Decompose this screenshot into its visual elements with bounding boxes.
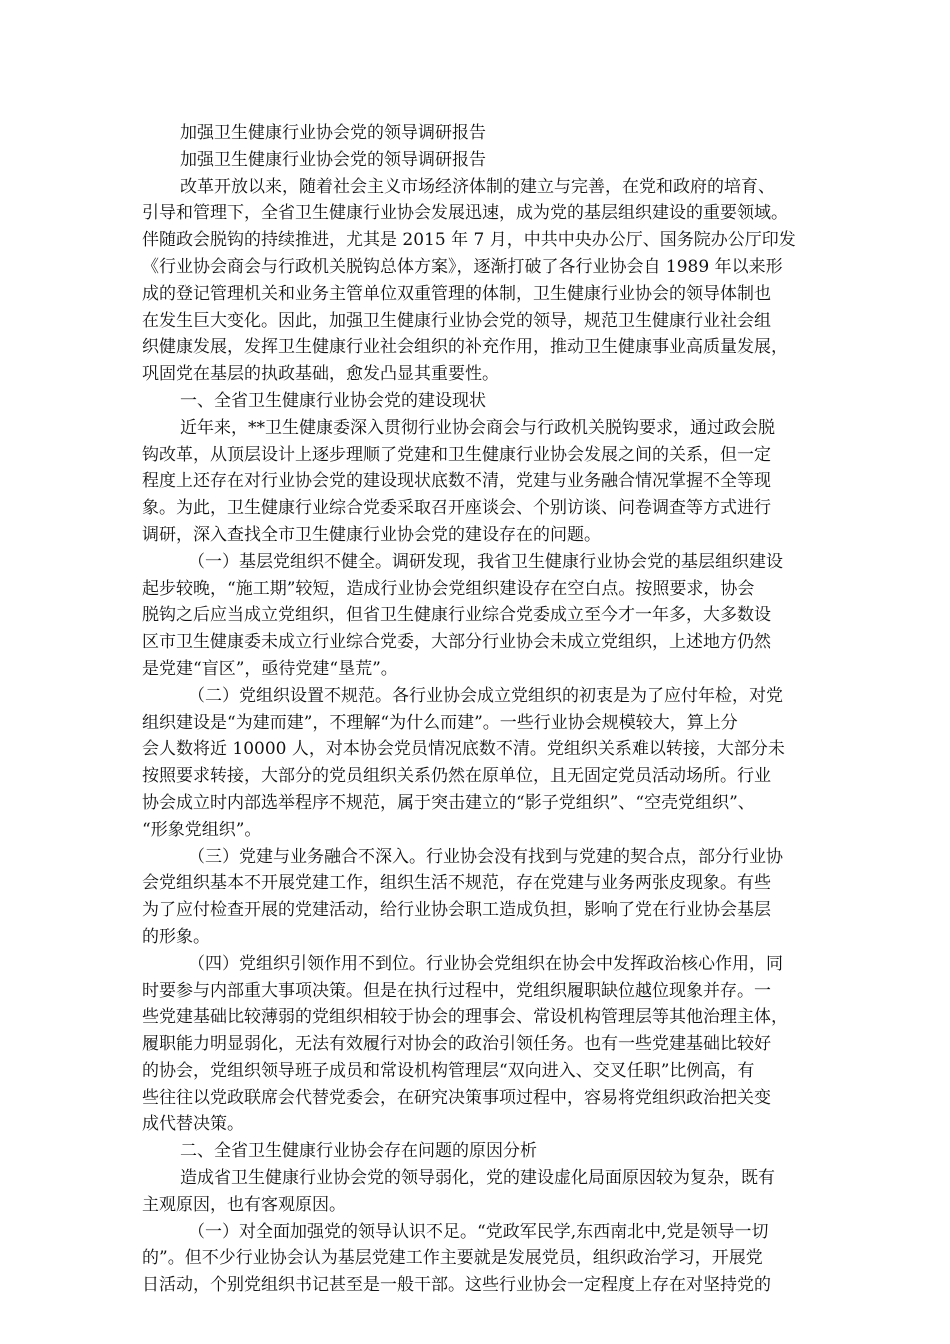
- paragraph-line: 《行业协会商会与行政机关脱钩总体方案》，逐渐打破了各行业协会自 1989 年以来形: [142, 256, 783, 277]
- paragraph-line: （一）基层党组织不健全。调研发现，我省卫生健康行业协会党的基层组织建设: [188, 551, 783, 572]
- document-page: [142, 120, 822, 1299]
- paragraph-line: 近年来，**卫生健康委深入贯彻行业协会商会与行政机关脱钩要求，通过政会脱: [180, 417, 775, 438]
- paragraph-line: 的协会，党组织领导班子成员和常设机构管理层“双向进入、交叉任职”比例高，有: [142, 1060, 755, 1081]
- paragraph-line: 引导和管理下，全省卫生健康行业协会发展迅速，成为党的基层组织建设的重要领域。: [142, 203, 788, 224]
- paragraph-line: 巩固党在基层的执政基础，愈发凸显其重要性。: [142, 364, 499, 385]
- paragraph-line: 的”。但不少行业协会认为基层党建工作主要就是发展党员，组织政治学习，开展党: [142, 1248, 763, 1269]
- document-subtitle: 加强卫生健康行业协会党的领导调研报告: [180, 149, 486, 170]
- paragraph-line: （三）党建与业务融合不深入。行业协会没有找到与党建的契合点，部分行业协: [188, 846, 783, 867]
- paragraph-line: 时要参与内部重大事项决策。但是在执行过程中，党组织履职缺位越位现象并存。一: [142, 980, 771, 1001]
- paragraph-line: 日活动，个别党组织书记甚至是一般干部。这些行业协会一定程度上存在对坚持党的: [142, 1275, 771, 1296]
- paragraph-line: 主观原因，也有客观原因。: [142, 1194, 346, 1215]
- paragraph-line: 成的登记管理机关和业务主管单位双重管理的体制，卫生健康行业协会的领导体制也: [142, 283, 771, 304]
- paragraph-line: 协会成立时内部选举程序不规范，属于突击建立的“影子党组织”、“空壳党组织”、: [142, 792, 755, 813]
- document-title: 加强卫生健康行业协会党的领导调研报告: [180, 123, 486, 143]
- paragraph-line: （二）党组织设置不规范。各行业协会成立党组织的初衷是为了应付年检，对党: [188, 685, 783, 706]
- paragraph-line: 组织建设是“为建而建”，不理解“为什么而建”。一些行业协会规模较大，算上分: [142, 712, 738, 733]
- paragraph-line: （一）对全面加强党的领导认识不足。“党政军民学,东西南北中,党是领导一切: [188, 1221, 769, 1242]
- paragraph-line: （四）党组织引领作用不到位。行业协会党组织在协会中发挥政治核心作用，同: [188, 953, 783, 974]
- paragraph-line: 造成省卫生健康行业协会党的领导弱化，党的建设虚化局面原因较为复杂，既有: [180, 1168, 775, 1189]
- paragraph-line: 织健康发展，发挥卫生健康行业社会组织的补充作用，推动卫生健康事业高质量发展，: [142, 337, 788, 358]
- paragraph-line: 履职能力明显弱化，无法有效履行对协会的政治引领任务。也有一些党建基础比较好: [142, 1034, 771, 1055]
- section-heading: 一、全省卫生健康行业协会党的建设现状: [180, 390, 486, 411]
- paragraph-line: 象。为此，卫生健康行业综合党委采取召开座谈会、个别访谈、问卷调查等方式进行: [142, 498, 771, 519]
- paragraph-line: 是党建“盲区”，亟待党建“垦荒”。: [142, 658, 398, 679]
- paragraph-line: 为了应付检查开展的党建活动，给行业协会职工造成负担，影响了党在行业协会基层: [142, 900, 771, 921]
- paragraph-line: “形象党组织”。: [142, 819, 262, 840]
- paragraph-line: 会党组织基本不开展党建工作，组织生活不规范，存在党建与业务两张皮现象。有些: [142, 873, 771, 894]
- paragraph-line: 会人数将近 10000 人，对本协会党员情况底数不清。党组织关系难以转接，大部分未: [142, 739, 785, 760]
- paragraph-line: 在发生巨大变化。因此，加强卫生健康行业协会党的领导，规范卫生健康行业社会组: [142, 310, 771, 331]
- paragraph-line: 些党建基础比较薄弱的党组织相较于协会的理事会、常设机构管理层等其他治理主体，: [142, 1007, 788, 1028]
- paragraph-line: 按照要求转接，大部分的党员组织关系仍然在原单位，且无固定党员活动场所。行业: [142, 766, 771, 787]
- paragraph-line: 区市卫生健康委未成立行业综合党委，大部分行业协会未成立党组织，上述地方仍然: [142, 632, 771, 653]
- paragraph-line: 起步较晚，“施工期”较短，造成行业协会党组织建设存在空白点。按照要求，协会: [142, 578, 755, 599]
- paragraph-line: 成代替决策。: [142, 1114, 244, 1135]
- paragraph-line: 改革开放以来，随着社会主义市场经济体制的建立与完善，在党和政府的培育、: [180, 176, 775, 197]
- paragraph-line: 钩改革，从顶层设计上逐步理顺了党建和卫生健康行业协会发展之间的关系，但一定: [142, 444, 771, 465]
- paragraph-line: 些往往以党政联席会代替党委会，在研究决策事项过程中，容易将党组织政治把关变: [142, 1087, 771, 1108]
- paragraph-line: 伴随政会脱钩的持续推进，尤其是 2015 年 7 月，中共中央办公厅、国务院办公厅印发: [142, 230, 796, 251]
- paragraph-line: 调研，深入查找全市卫生健康行业协会党的建设存在的问题。: [142, 524, 601, 545]
- paragraph-line: 程度上还存在对行业协会党的建设现状底数不清，党建与业务融合情况掌握不全等现: [142, 471, 771, 492]
- paragraph-line: 脱钩之后应当成立党组织，但省卫生健康行业综合党委成立至今才一年多，大多数设: [142, 605, 771, 626]
- section-heading: 二、全省卫生健康行业协会存在问题的原因分析: [180, 1141, 537, 1162]
- paragraph-line: 的形象。: [142, 926, 210, 947]
